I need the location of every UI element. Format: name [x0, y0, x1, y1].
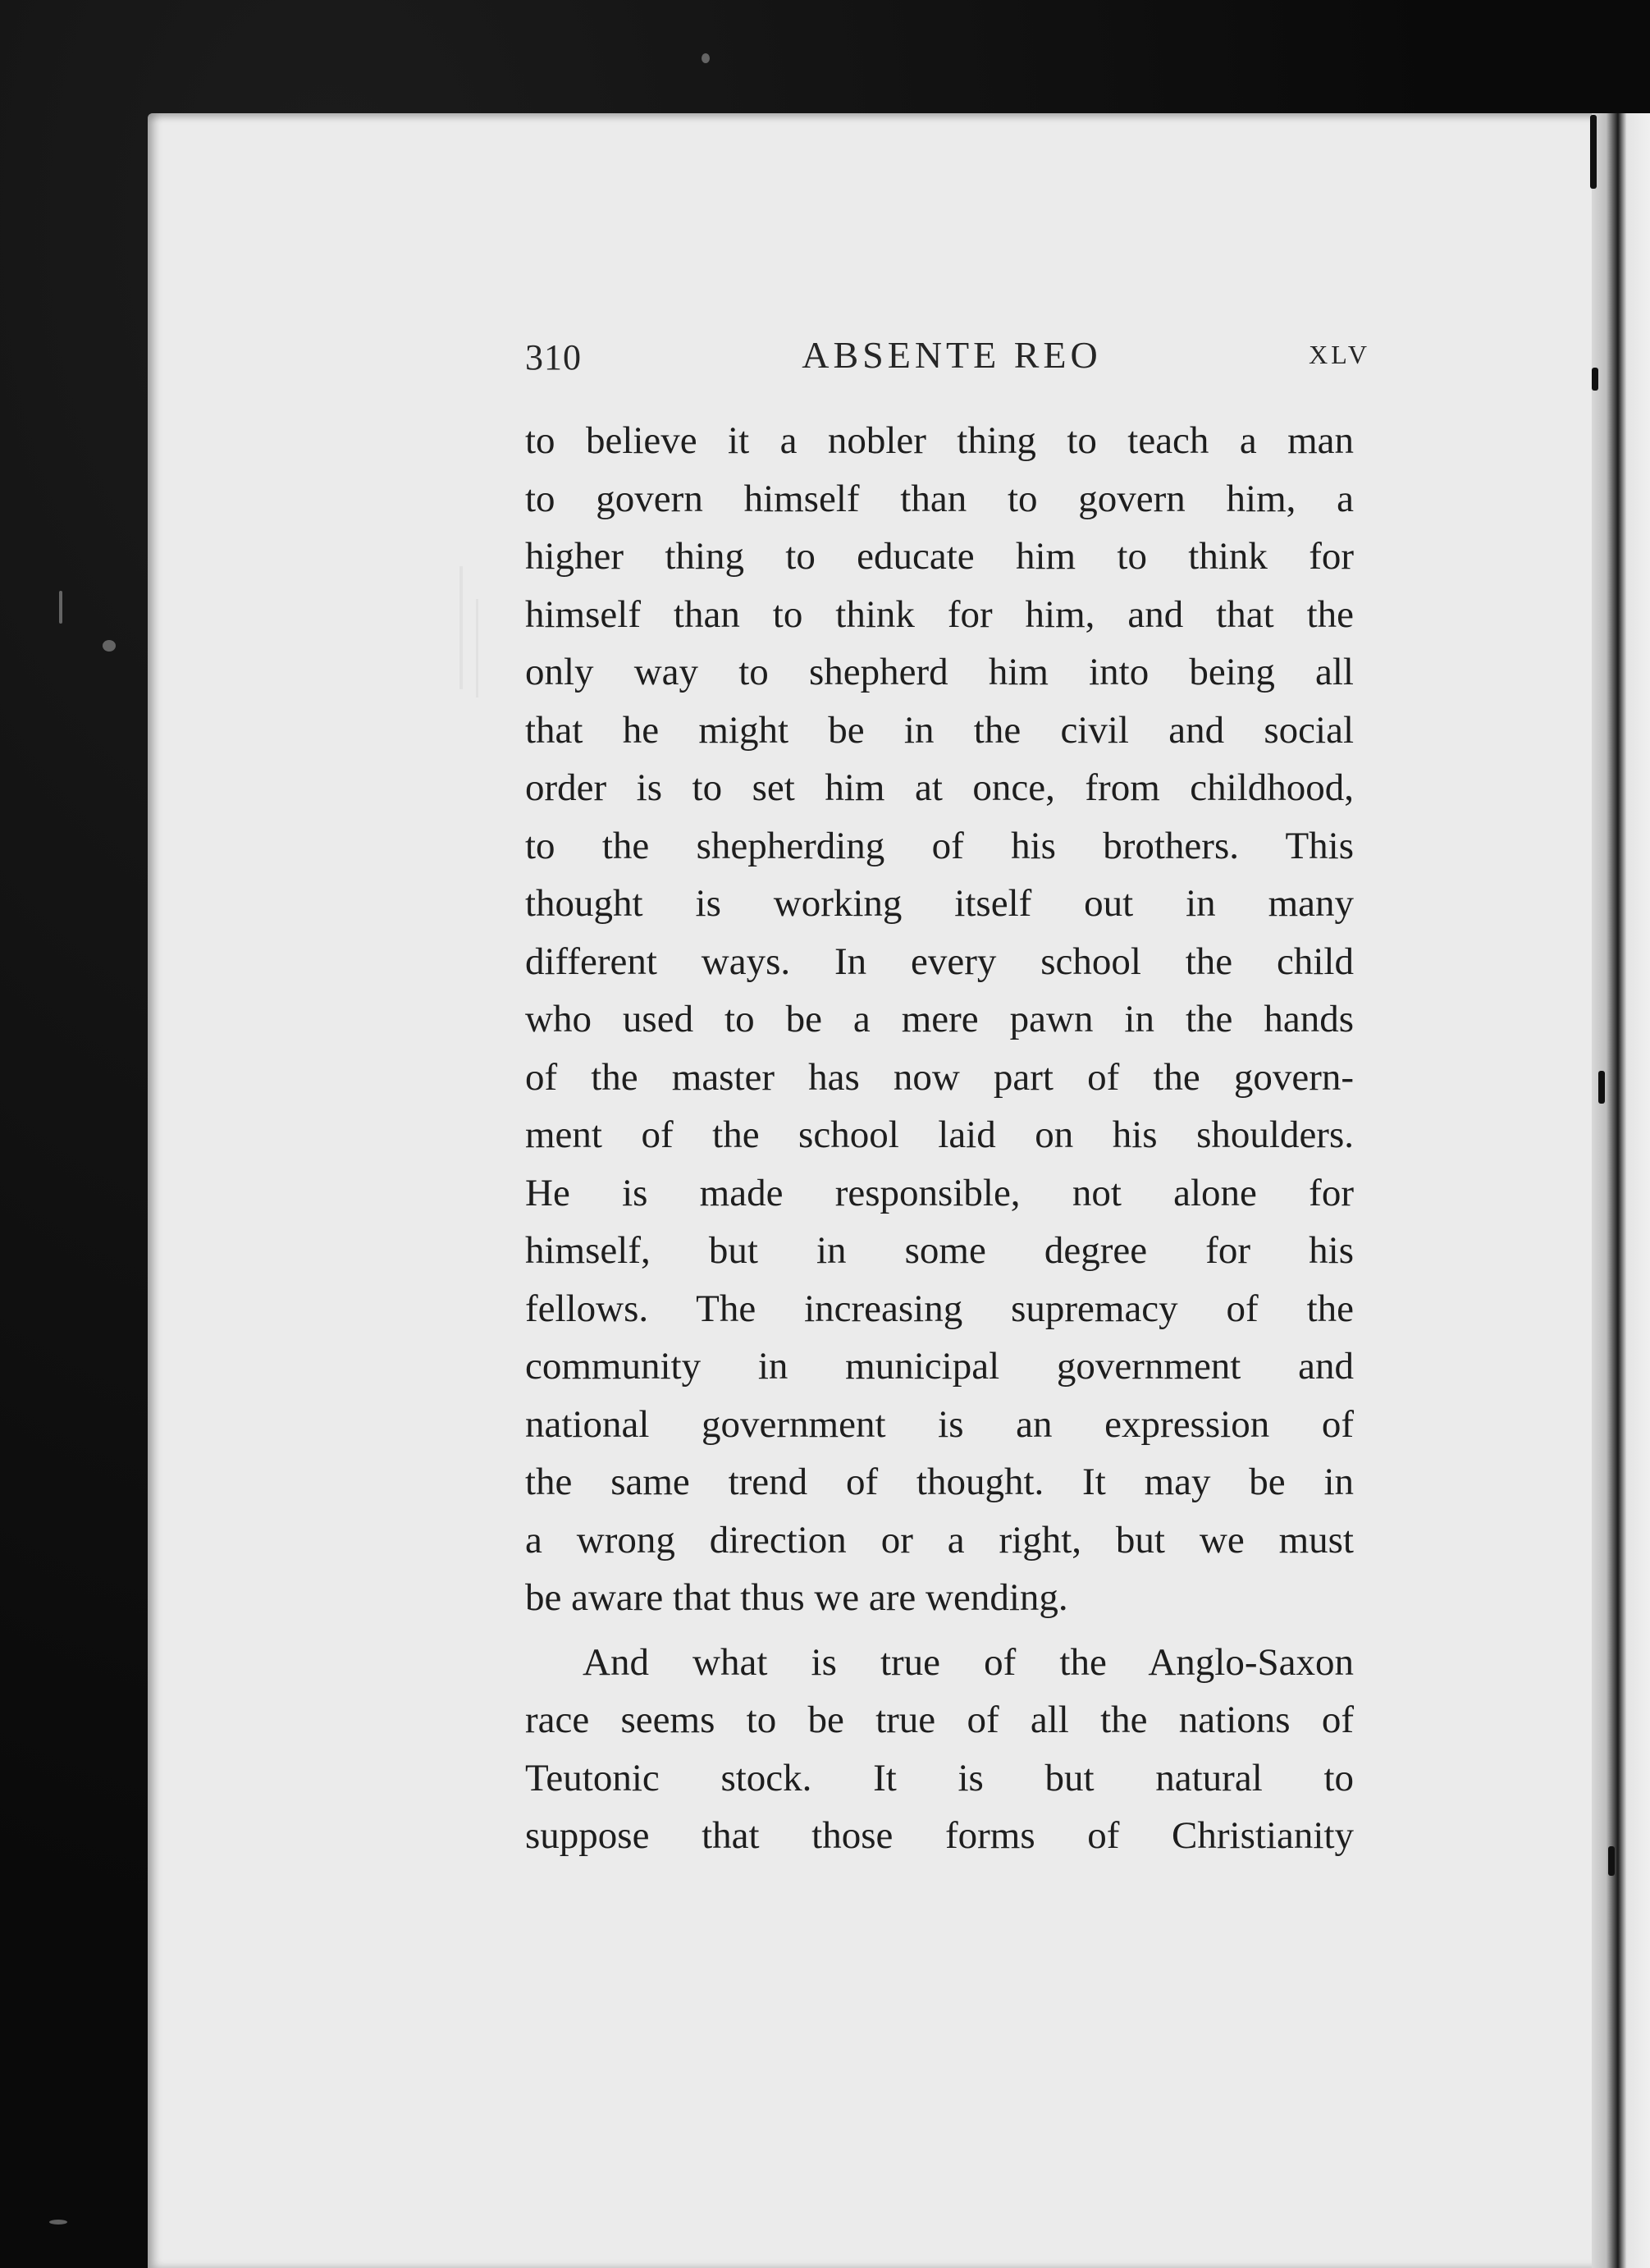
- dust-speck: [59, 591, 62, 624]
- gutter-mark: [1590, 115, 1597, 189]
- text-line: to the shepherding of his brothers. This: [525, 824, 1354, 867]
- body-text: [525, 412, 1354, 1865]
- text-line: Teutonic stock. It is but natural to: [525, 1756, 1354, 1799]
- gutter-mark: [1592, 368, 1598, 391]
- text-line: thought is working itself out in many: [525, 882, 1354, 925]
- text-line: And what is true of the Anglo-Saxon: [583, 1640, 1354, 1684]
- text-line: higher thing to educate him to think for: [525, 535, 1354, 578]
- margin-mark: [476, 599, 478, 697]
- text-line: race seems to be true of all the nations of: [525, 1699, 1354, 1741]
- page-gutter: [1592, 113, 1650, 2268]
- page-header: [525, 336, 1378, 386]
- text-line: He is made responsible, not alone for: [525, 1171, 1354, 1214]
- text-line: to govern himself than to govern him, a: [525, 477, 1354, 520]
- dust-speck: [49, 2220, 67, 2225]
- dust-speck: [103, 640, 116, 652]
- paragraph: [525, 412, 1354, 1627]
- paragraph-gap: [525, 1627, 1354, 1634]
- page-number: 310: [525, 337, 582, 377]
- text-line: different ways. In every school the child: [525, 940, 1354, 983]
- text-line: fellows. The increasing supremacy of the: [525, 1287, 1354, 1330]
- running-title: ABSENTE REO: [802, 334, 1102, 376]
- gutter-mark: [1608, 1846, 1615, 1876]
- text-line: community in municipal government and: [525, 1345, 1354, 1388]
- text-line: suppose that those forms of Christianity: [525, 1814, 1354, 1857]
- text-line: be aware that thus we are wending.: [525, 1576, 1068, 1619]
- text-line: ment of the school laid on his shoulders.: [525, 1113, 1354, 1156]
- text-line: himself, but in some degree for his: [525, 1229, 1354, 1272]
- text-line: that he might be in the civil and social: [525, 708, 1354, 752]
- paragraph: [525, 1634, 1354, 1865]
- chapter-numeral: XLV: [1309, 340, 1370, 369]
- text-line: to believe it a nobler thing to teach a man: [525, 419, 1354, 462]
- gutter-mark: [1598, 1071, 1605, 1104]
- text-line: the same trend of thought. It may be in: [525, 1461, 1354, 1503]
- text-line: who used to be a mere pawn in the hands: [525, 998, 1354, 1040]
- text-line: national government is an expression of: [525, 1402, 1354, 1446]
- text-line: of the master has now part of the govern-: [525, 1055, 1354, 1099]
- margin-mark: [459, 566, 463, 689]
- text-line: only way to shepherd him into being all: [525, 651, 1354, 693]
- text-line: order is to set him at once, from childhood,: [525, 766, 1354, 809]
- text-line: himself than to think for him, and that the: [525, 592, 1354, 636]
- dust-speck: [702, 53, 710, 63]
- text-line: a wrong direction or a right, but we must: [525, 1518, 1354, 1562]
